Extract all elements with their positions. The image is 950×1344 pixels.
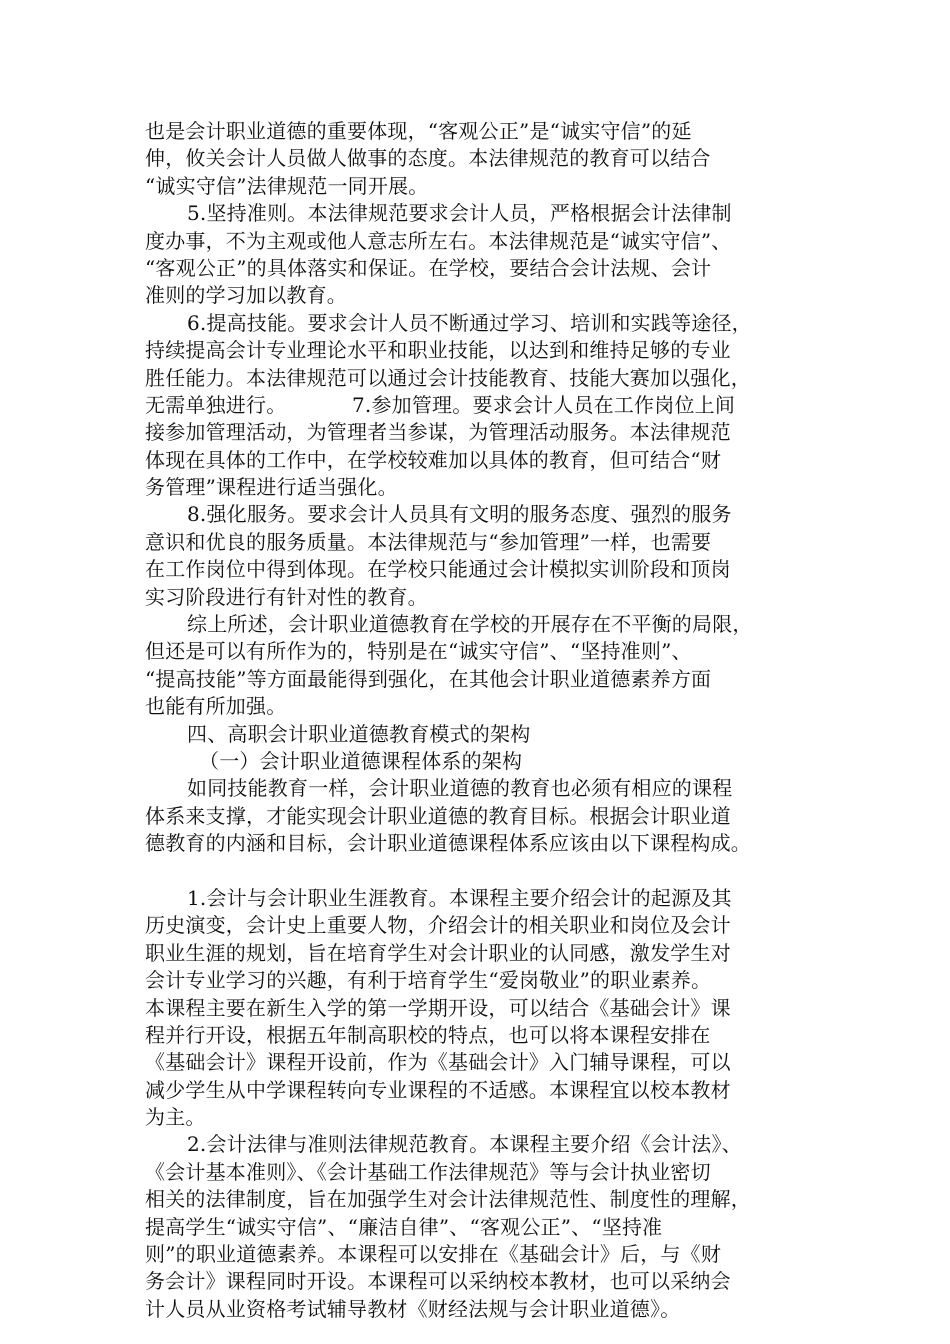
- subsection-heading: （一）会计职业道德课程体系的架构: [199, 748, 523, 773]
- text-line: 会计专业学习的兴趣，有利于培育学生“爱岗敬业”的职业素养。: [145, 968, 712, 993]
- document-body: [145, 118, 807, 1323]
- text-line: “诚实守信”法律规范一同开展。: [145, 173, 429, 198]
- text-line: 如同技能教育一样，会计职业道德的教育也必须有相应的课程: [187, 776, 733, 801]
- text-line: 历史演变，会计史上重要人物，介绍会计的相关职业和岗位及会计: [145, 913, 731, 938]
- text-line: 相关的法律制度，旨在加强学生对会计法律规范性、制度性的理解，: [145, 1187, 751, 1212]
- text-line: 无需单独进行。 7.参加管理。要求会计人员在工作岗位上间: [145, 392, 736, 417]
- text-line: 胜任能力。本法律规范可以通过会计技能教育、技能大赛加以强化，: [145, 365, 751, 390]
- text-line: 实习阶段进行有针对性的教育。: [145, 584, 428, 609]
- text-line: 意识和优良的服务质量。本法律规范与“参加管理”一样，也需要: [145, 529, 712, 554]
- text-line: 《会计基本准则》、《会计基础工作法律规范》等与会计执业密切: [145, 1159, 711, 1184]
- text-line: 6.提高技能。要求会计人员不断通过学习、培训和实践等途径，: [187, 310, 752, 335]
- text-line: 《基础会计》课程开设前，作为《基础会计》入门辅导课程，可以: [145, 1050, 731, 1075]
- text-line: 本课程主要在新生入学的第一学期开设，可以结合《基础会计》课: [145, 995, 731, 1020]
- text-line: 提高学生“诚实守信”、“廉洁自律”、“客观公正”、“坚持准: [145, 1214, 663, 1239]
- text-line: 综上所述，会计职业道德教育在学校的开展存在不平衡的局限，: [187, 612, 753, 637]
- text-line: 务会计》课程同时开设。本课程可以采纳校本教材，也可以采纳会: [145, 1269, 731, 1294]
- text-line: 程并行开设，根据五年制高职校的特点，也可以将本课程安排在: [145, 1022, 711, 1047]
- text-line: 伸，攸关会计人员做人做事的态度。本法律规范的教育可以结合: [145, 146, 711, 171]
- text-line: 在工作岗位中得到体现。在学校只能通过会计模拟实训阶段和顶岗: [145, 557, 731, 582]
- text-line: 度办事，不为主观或他人意志所左右。本法律规范是“诚实守信”、: [145, 228, 732, 253]
- text-line: 2.会计法律与准则法律规范教育。本课程主要介绍《会计法》、: [187, 1132, 742, 1157]
- text-line: 持续提高会计专业理论水平和职业技能，以达到和维持足够的专业: [145, 338, 731, 363]
- text-line: “提高技能”等方面最能得到强化，在其他会计职业道德素养方面: [145, 666, 712, 691]
- text-line: 计人员从业资格考试辅导教材《财经法规与会计职业道德》。: [145, 1296, 681, 1321]
- text-line: 职业生涯的规划，旨在培育学生对会计职业的认同感，激发学生对: [145, 940, 731, 965]
- text-line: 德教育的内涵和目标，会计职业道德课程体系应该由以下课程构成。: [145, 831, 751, 856]
- text-line: 为主。: [145, 1105, 206, 1130]
- text-line: 务管理”课程进行适当强化。: [145, 475, 398, 500]
- text-line: 则”的职业道德素养。本课程可以安排在《基础会计》后，与《财: [145, 1242, 722, 1267]
- section-heading: 四、高职会计职业道德教育模式的架构: [187, 721, 531, 746]
- text-line: 减少学生从中学课程转向专业课程的不适感。本课程宜以校本教材: [145, 1077, 731, 1102]
- text-line: 8.强化服务。要求会计人员具有文明的服务态度、强烈的服务: [187, 502, 732, 527]
- text-line: 1.会计与会计职业生涯教育。本课程主要介绍会计的起源及其: [187, 885, 732, 910]
- blank-line: [145, 858, 807, 885]
- text-line: “客观公正”的具体落实和保证。在学校，要结合会计法规、会计: [145, 255, 712, 280]
- text-line: 但还是可以有所作为的，特别是在“诚实守信”、“坚持准则”、: [145, 639, 692, 664]
- text-line: 接参加管理活动，为管理者当参谋，为管理活动服务。本法律规范: [145, 420, 731, 445]
- text-line: 体系来支撑，才能实现会计职业道德的教育目标。根据会计职业道: [145, 803, 731, 828]
- text-line: 准则的学习加以教育。: [145, 283, 347, 308]
- text-line: 体现在具体的工作中，在学校较难加以具体的教育，但可结合“财: [145, 447, 722, 472]
- text-line: 也能有所加强。: [145, 694, 287, 719]
- text-line: 也是会计职业道德的重要体现，“客观公正”是“诚实守信”的延: [145, 119, 692, 143]
- text-line: 5.坚持准则。本法律规范要求会计人员，严格根据会计法律制: [187, 201, 732, 226]
